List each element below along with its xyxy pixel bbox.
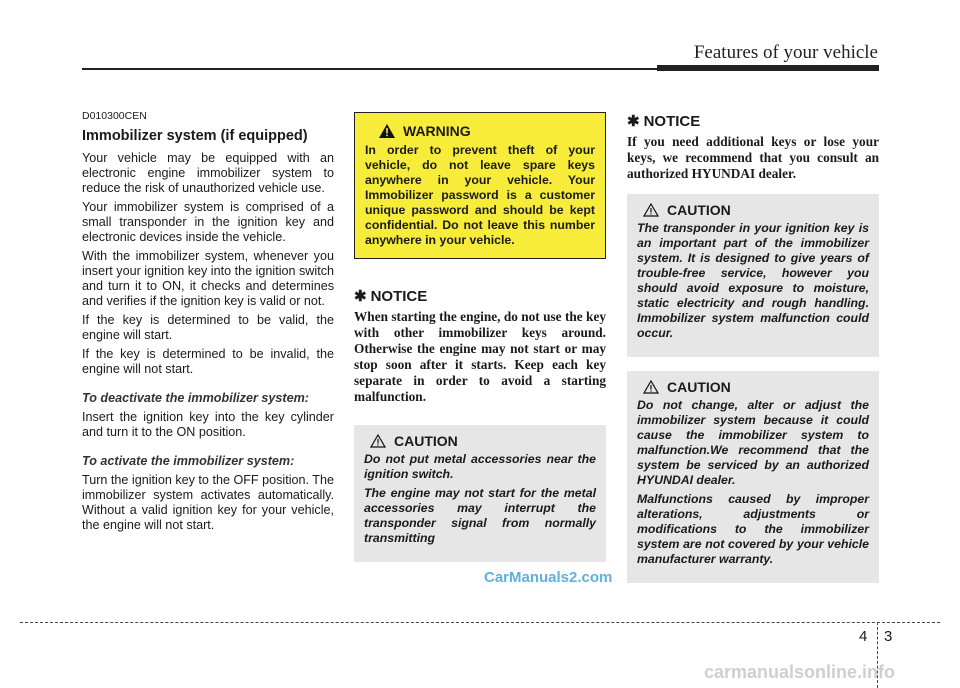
caution-title: CAUTION <box>667 202 731 218</box>
caution-text: Do not change, alter or adjust the immobilizer system because it could cause the immobilizer system to malfunction.We recommend that the system be serviced by an authorized HYUNDAI dealer. <box>637 398 869 487</box>
section-heading: Immobilizer system (if equipped) <box>82 128 308 144</box>
paragraph: If the key is determined to be valid, the engine will start. <box>82 313 334 342</box>
notice-title-row <box>354 287 606 305</box>
caution-box <box>627 194 879 357</box>
notice-star-icon: ✱ <box>354 288 367 305</box>
caution-text: Malfunctions caused by improper alterations, adjustments or modifications to the immobilizer system are not covered by your vehicle manufacturer warranty. <box>637 492 869 566</box>
caution-box <box>354 425 606 562</box>
notice-title: NOTICE <box>643 112 701 130</box>
caution-title: CAUTION <box>667 379 731 395</box>
paragraph: If the key is determined to be invalid, the engine will not start. <box>82 347 334 376</box>
caution-title: CAUTION <box>394 433 458 449</box>
warning-box <box>354 112 606 259</box>
warning-body: In order to prevent theft of your vehicle, do not leave spare keys anywhere in your vehicle. Your Immobilizer password is a customer unique password and should be kept confidential. Do not leave this number anywhere in your vehicle. <box>365 143 595 247</box>
notice-title-row <box>627 112 879 130</box>
notice-body: When starting the engine, do not use the key with other immobilizer keys around. Otherwise the engine may not start or may stop soon after it starts. Keep each key separate in order to avoid a starting malfunction. <box>354 309 606 404</box>
warning-title: WARNING <box>403 123 471 139</box>
watermark-carmanualsonline[interactable]: carmanualsonline.info <box>704 662 896 682</box>
left-column <box>82 110 334 537</box>
caution-title-row <box>643 202 869 218</box>
header-title: Features of your vehicle <box>693 42 878 63</box>
caution-triangle-icon <box>643 203 659 217</box>
paragraph: Your vehicle may be equipped with an electronic engine immobilizer system to reduce the risk of unauthorized vehicle use. <box>82 151 334 195</box>
section-code: D010300CEN <box>82 110 147 122</box>
notice-title: NOTICE <box>370 287 428 305</box>
caution-title-row <box>370 433 596 449</box>
notice-star-icon: ✱ <box>627 113 640 130</box>
warning-triangle-icon <box>379 124 395 138</box>
middle-column <box>354 112 606 562</box>
caution-triangle-icon <box>643 380 659 394</box>
caution-title-row <box>643 379 869 395</box>
page-section-number: 4 <box>859 628 868 645</box>
subheading-deactivate: To deactivate the immobilizer system: <box>82 391 309 405</box>
paragraph: With the immobilizer system, whenever you insert your ignition key into the ignition switch and turn it to ON, it checks and determines and verifies if the ignition key is valid or not. <box>82 249 335 308</box>
notice-body: If you need additional keys or lose your keys, we recommend that you consult an authorized HYUNDAI dealer. <box>627 134 879 181</box>
paragraph: Turn the ignition key to the OFF position. The immobilizer system activates automatically. Without a valid ignition key for your vehicle, the engine will not start. <box>82 473 335 532</box>
paragraph: Insert the ignition key into the key cylinder and turn it to the ON position. <box>82 410 334 439</box>
caution-text: The transponder in your ignition key is an important part of the immobilizer system. It is designed to give years of trouble-free service, however you should avoid exposure to moisture, static electricity and rough handling. Immobilizer system malfunction could occur. <box>637 221 869 340</box>
caution-triangle-icon <box>370 434 386 448</box>
header-rule-thick <box>657 65 879 71</box>
right-column <box>627 112 879 583</box>
page-number: 3 <box>884 628 893 645</box>
header-rule <box>82 68 657 70</box>
caution-text: Do not put metal accessories near the ignition switch. <box>364 452 596 481</box>
warning-title-row <box>379 123 595 139</box>
caution-text: The engine may not start for the metal accessories may interrupt the transponder signal from normally transmitting <box>364 486 596 545</box>
footer-dashed-line <box>20 622 940 623</box>
paragraph: Your immobilizer system is comprised of a small transponder in the ignition key and electronic devices inside the vehicle. <box>82 200 334 244</box>
watermark-carmanuals2[interactable]: CarManuals2.com <box>484 569 613 586</box>
subheading-activate: To activate the immobilizer system: <box>82 454 295 468</box>
caution-box <box>627 371 879 583</box>
